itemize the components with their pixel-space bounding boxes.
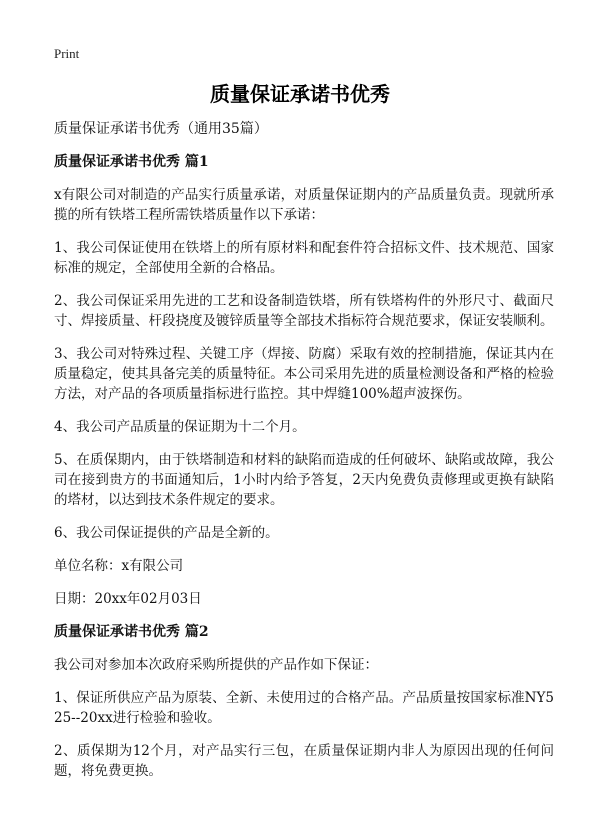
document-body <box>54 119 554 794</box>
paragraph: 2、质保期为12个月，对产品实行三包，在质量保证期内非人为原因出现的任何问题，将免费更换。 <box>54 743 554 779</box>
section-2 <box>54 622 554 781</box>
section-heading: 质量保证承诺书优秀 篇1 <box>54 154 209 170</box>
paragraph: 4、我公司产品质量的保证期为十二个月。 <box>54 419 306 435</box>
paragraph: 3、我公司对特殊过程、关键工序（焊接、防腐）采取有效的控制措施，保证其内在质量稳定，使其具备完美的质量特征。本公司采用先进的质量检测设备和严格的检验方法，对产品的各项质量指标进行监控。其中焊缝100%超声波探伤。 <box>54 346 554 402</box>
print-label: Print <box>54 46 80 61</box>
document-title: 质量保证承诺书优秀 <box>210 82 390 106</box>
section-1 <box>54 152 554 609</box>
paragraph: 1、我公司保证使用在铁塔上的所有原材料和配套件符合招标文件、技术规范、国家标准的规定，全部使用全新的合格品。 <box>54 240 554 276</box>
date-line: 日期：20xx年02月03日 <box>54 591 202 607</box>
paragraph: 2、我公司保证采用先进的工艺和设备制造铁塔，所有铁塔构件的外形尺寸、截面尺寸、焊接质量、杆段挠度及镀锌质量等全部技术指标符合规范要求，保证安装顺利。 <box>54 293 554 329</box>
section-heading: 质量保证承诺书优秀 篇2 <box>54 624 209 640</box>
paragraph: 5、在质保期内，由于铁塔制造和材料的缺陷而造成的任何破坏、缺陷或故障，我公司在接到贵方的书面通知后，1小时内给予答复，2天内免费负责修理或更换有缺陷的塔材，以达到技术条件规定的要求。 <box>54 452 554 508</box>
paragraph: 我公司对参加本次政府采购所提供的产品作如下保证： <box>54 657 378 673</box>
document-subtitle: 质量保证承诺书优秀（通用35篇） <box>54 121 268 137</box>
paragraph: 1、保证所供应产品为原装、全新、未使用过的合格产品。产品质量按国家标准NY525--20xx进行检验和验收。 <box>54 690 554 726</box>
paragraph: x有限公司对制造的产品实行质量承诺，对质量保证期内的产品质量负责。现就所承揽的所有铁塔工程所需铁塔质量作以下承诺： <box>54 187 554 223</box>
company-name-line: 单位名称：x有限公司 <box>54 558 184 574</box>
paragraph: 6、我公司保证提供的产品是全新的。 <box>54 525 279 541</box>
